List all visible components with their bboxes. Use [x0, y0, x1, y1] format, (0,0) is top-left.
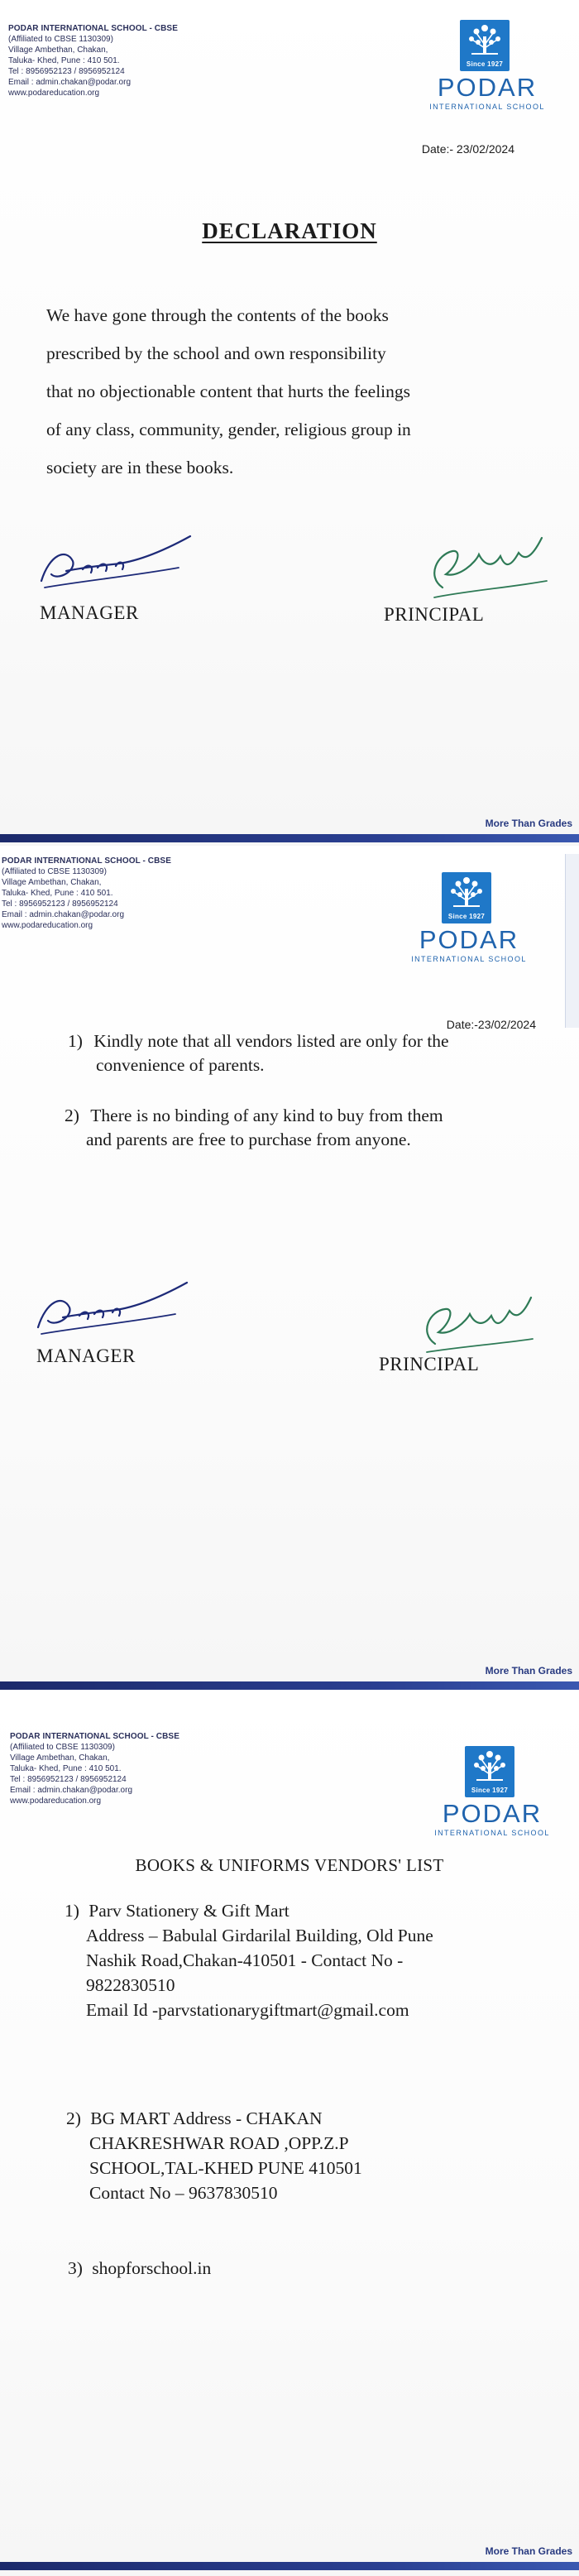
vendor-line: Address – Babulal Girdarilal Building, Old Pune — [86, 1926, 433, 1945]
manager-label: MANAGER — [36, 1346, 136, 1366]
vendor-line: SCHOOL,TAL-KHED PUNE 410501 — [89, 2158, 362, 2178]
vendor-name — [68, 2256, 211, 2281]
vendor-line: Parv Stationery & Gift Mart — [89, 1901, 290, 1921]
school-taluka: Taluka- Khed, Pune : 410 501. — [2, 889, 113, 898]
school-name: PODAR INTERNATIONAL SCHOOL - CBSE — [8, 24, 178, 33]
school-email: Email : admin.chakan@podar.org — [2, 910, 125, 919]
note-text-continued: and parents are free to purchase from anyone. — [86, 1130, 411, 1149]
vendor-number: 1) — [65, 1901, 79, 1921]
vendor-line: BG MART Address - CHAKAN — [90, 2108, 323, 2128]
school-taluka: Taluka- Khed, Pune : 410 501. — [8, 56, 120, 65]
page-vendors-list — [0, 1690, 579, 2576]
footer-bar — [0, 2562, 579, 2570]
school-address-block — [10, 1731, 179, 1806]
school-affiliation: (Affiliated to CBSE 1130309) — [8, 35, 113, 44]
footer — [0, 818, 579, 842]
declaration-line: society are in these books. — [46, 458, 234, 477]
school-website: www.podareducation.org — [10, 1796, 102, 1806]
footer-bar — [0, 1681, 579, 1690]
page-title: DECLARATION — [202, 218, 377, 243]
school-website: www.podareducation.org — [8, 89, 100, 98]
footer-tagline: More Than Grades — [485, 2545, 572, 2557]
principal-label: PRINCIPAL — [384, 604, 485, 625]
document-date: Date:-23/02/2024 — [446, 1018, 536, 1031]
footer-tagline: More Than Grades — [485, 818, 572, 829]
tree-logo-icon — [465, 1746, 514, 1797]
vendor-name — [65, 1898, 290, 1923]
adjacent-page-edge — [565, 854, 579, 1028]
vendor-number: 3) — [68, 2258, 83, 2278]
vendor-line: Contact No – 9637830510 — [89, 2183, 278, 2203]
school-name: PODAR INTERNATIONAL SCHOOL - CBSE — [2, 856, 171, 866]
footer-tagline: More Than Grades — [485, 1665, 572, 1677]
note-text: Kindly note that all vendors listed are only for the — [93, 1031, 449, 1051]
document-date: Date:- 23/02/2024 — [421, 142, 514, 156]
note-item — [65, 1104, 443, 1128]
vendor-name — [66, 2106, 323, 2131]
tree-logo-icon — [442, 872, 491, 923]
logo-name: PODAR — [442, 1799, 543, 1828]
manager-label: MANAGER — [40, 602, 139, 623]
principal-signature — [412, 1293, 536, 1359]
school-tel: Tel : 8956952123 / 8956952124 — [8, 67, 125, 76]
page-declaration — [0, 0, 579, 846]
footer — [0, 2545, 579, 2570]
school-name: PODAR INTERNATIONAL SCHOOL - CBSE — [10, 1732, 179, 1741]
principal-label: PRINCIPAL — [379, 1354, 480, 1374]
footer — [0, 1665, 579, 1690]
logo-subtitle: INTERNATIONAL SCHOOL — [411, 955, 527, 963]
note-number: 2) — [65, 1106, 79, 1125]
school-affiliation: (Affiliated to CBSE 1130309) — [2, 867, 107, 876]
school-tel: Tel : 8956952123 / 8956952124 — [2, 899, 118, 909]
logo-subtitle: INTERNATIONAL SCHOOL — [434, 1829, 550, 1837]
principal-signature — [418, 530, 550, 604]
declaration-paragraph — [46, 296, 526, 487]
school-address-block — [2, 856, 171, 931]
logo-name: PODAR — [419, 925, 519, 954]
declaration-line: of any class, community, gender, religious group in — [46, 420, 411, 439]
logo-since: Since 1927 — [466, 60, 504, 68]
logo-name: PODAR — [437, 73, 538, 102]
podar-logo — [417, 20, 557, 111]
vendor-number: 2) — [66, 2108, 81, 2128]
school-email: Email : admin.chakan@podar.org — [10, 1786, 133, 1795]
note-text-continued: convenience of parents. — [96, 1055, 265, 1075]
vendor-line: Nashik Road,Chakan-410501 - Contact No - — [86, 1950, 404, 1970]
footer-bar — [0, 834, 579, 842]
school-village: Village Ambethan, Chakan, — [2, 878, 102, 887]
logo-since: Since 1927 — [447, 913, 486, 920]
school-village: Village Ambethan, Chakan, — [8, 46, 108, 55]
manager-signature — [30, 1276, 195, 1342]
declaration-line: prescribed by the school and own responsibility — [46, 343, 386, 363]
vendor-line: CHAKRESHWAR ROAD ,OPP.Z.P — [89, 2133, 349, 2153]
note-number: 1) — [68, 1031, 83, 1051]
podar-logo — [399, 872, 539, 963]
vendors-list-title: BOOKS & UNIFORMS VENDORS' LIST — [135, 1855, 444, 1875]
vendor-line: 9822830510 — [86, 1975, 175, 1995]
school-affiliation: (Affiliated to CBSE 1130309) — [10, 1743, 115, 1752]
declaration-line: We have gone through the contents of the books — [46, 305, 389, 325]
school-website: www.podareducation.org — [2, 921, 93, 930]
note-item — [68, 1029, 449, 1053]
manager-signature — [33, 530, 199, 596]
logo-subtitle: INTERNATIONAL SCHOOL — [429, 103, 545, 111]
school-address-block — [8, 23, 178, 98]
school-tel: Tel : 8956952123 / 8956952124 — [10, 1775, 127, 1784]
note-text: There is no binding of any kind to buy from them — [90, 1106, 443, 1125]
tree-logo-icon — [460, 20, 510, 71]
vendor-line: Email Id -parvstationarygiftmart@gmail.com — [86, 2000, 409, 2020]
podar-logo — [422, 1746, 562, 1837]
vendor-line: shopforschool.in — [92, 2258, 212, 2278]
declaration-line: that no objectionable content that hurts the feelings — [46, 381, 411, 401]
logo-since: Since 1927 — [471, 1787, 509, 1794]
school-email: Email : admin.chakan@podar.org — [8, 78, 132, 87]
school-village: Village Ambethan, Chakan, — [10, 1753, 110, 1763]
school-taluka: Taluka- Khed, Pune : 410 501. — [10, 1764, 122, 1773]
page-vendor-notes — [0, 846, 579, 1690]
